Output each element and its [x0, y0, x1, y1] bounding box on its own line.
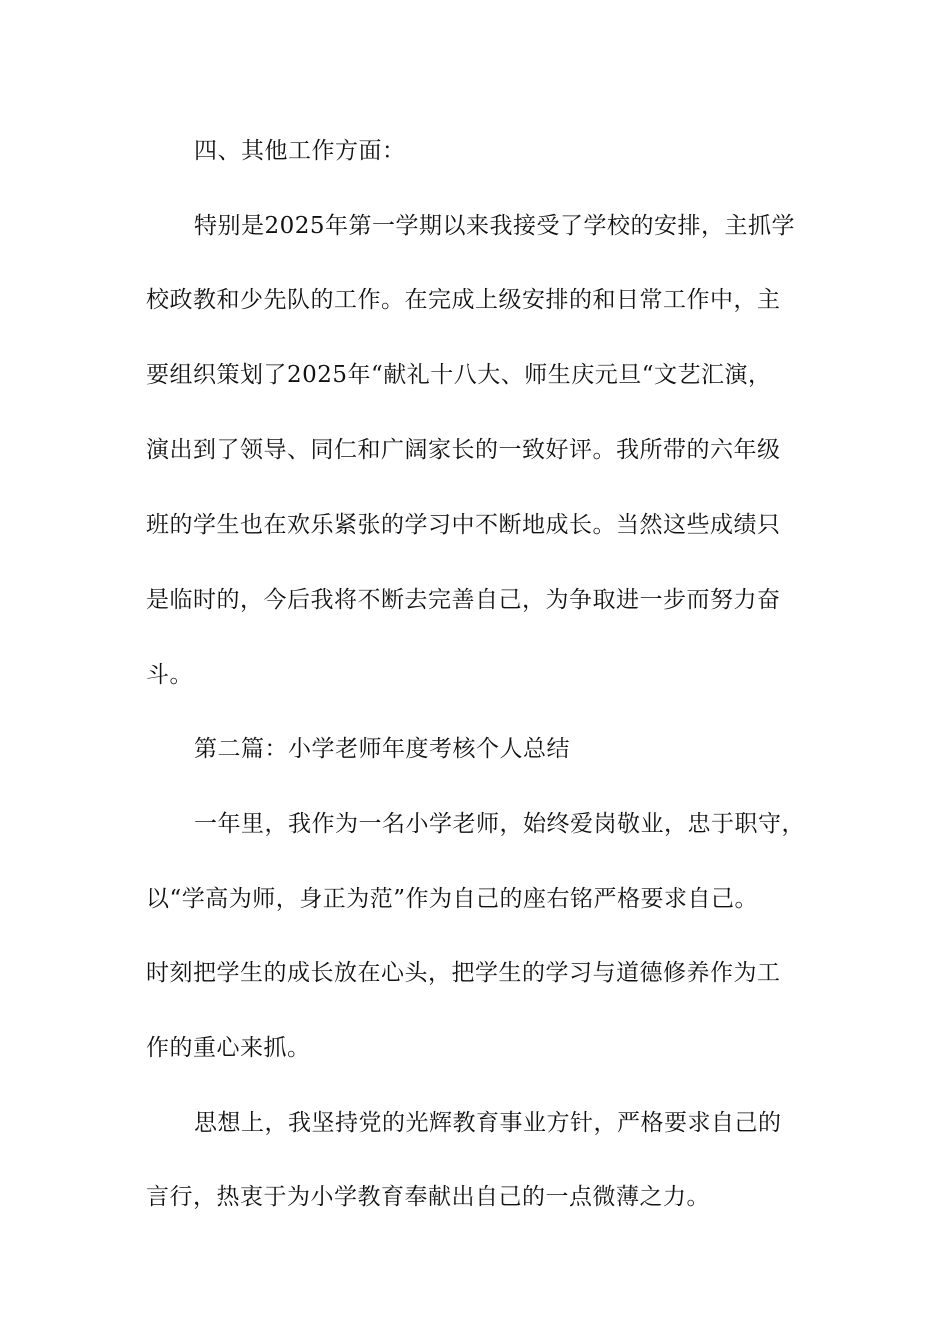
paragraph-line: 以“学高为师，身正为范”作为自己的座右铭严格要求自己。	[146, 886, 759, 912]
paragraph-line: 思想上，我坚持党的光辉教育事业方针，严格要求自己的	[194, 1110, 782, 1136]
paragraph-line: 要组织策划了2025年“献礼十八大、师生庆元旦“文艺汇演，	[146, 362, 772, 388]
paragraph-line: 特别是2025年第一学期以来我接受了学校的安排，主抓学	[194, 213, 796, 239]
paragraph-line: 班的学生也在欢乐紧张的学习中不断地成长。当然这些成绩只	[146, 512, 781, 538]
paragraph-line: 言行，热衷于为小学教育奉献出自己的一点微薄之力。	[146, 1184, 710, 1210]
paragraph-line: 作的重心来抓。	[146, 1035, 311, 1061]
paragraph-line: 斗。	[146, 662, 193, 688]
paragraph-line: 演出到了领导、同仁和广阔家长的一致好评。我所带的六年级	[146, 437, 781, 463]
paragraph-line: 校政教和少先队的工作。在完成上级安排的和日常工作中，主	[146, 287, 781, 313]
paragraph-line: 是临时的，今后我将不断去完善自己，为争取进一步而努力奋	[146, 587, 781, 613]
paragraph-line: 一年里，我作为一名小学老师，始终爱岗敬业，忠于职守，	[194, 811, 805, 837]
section-heading-other-work: 四、其他工作方面：	[194, 138, 406, 164]
section-title-part-two: 第二篇：小学老师年度考核个人总结	[194, 736, 570, 762]
paragraph-line: 时刻把学生的成长放在心头，把学生的学习与道德修养作为工	[146, 960, 781, 986]
